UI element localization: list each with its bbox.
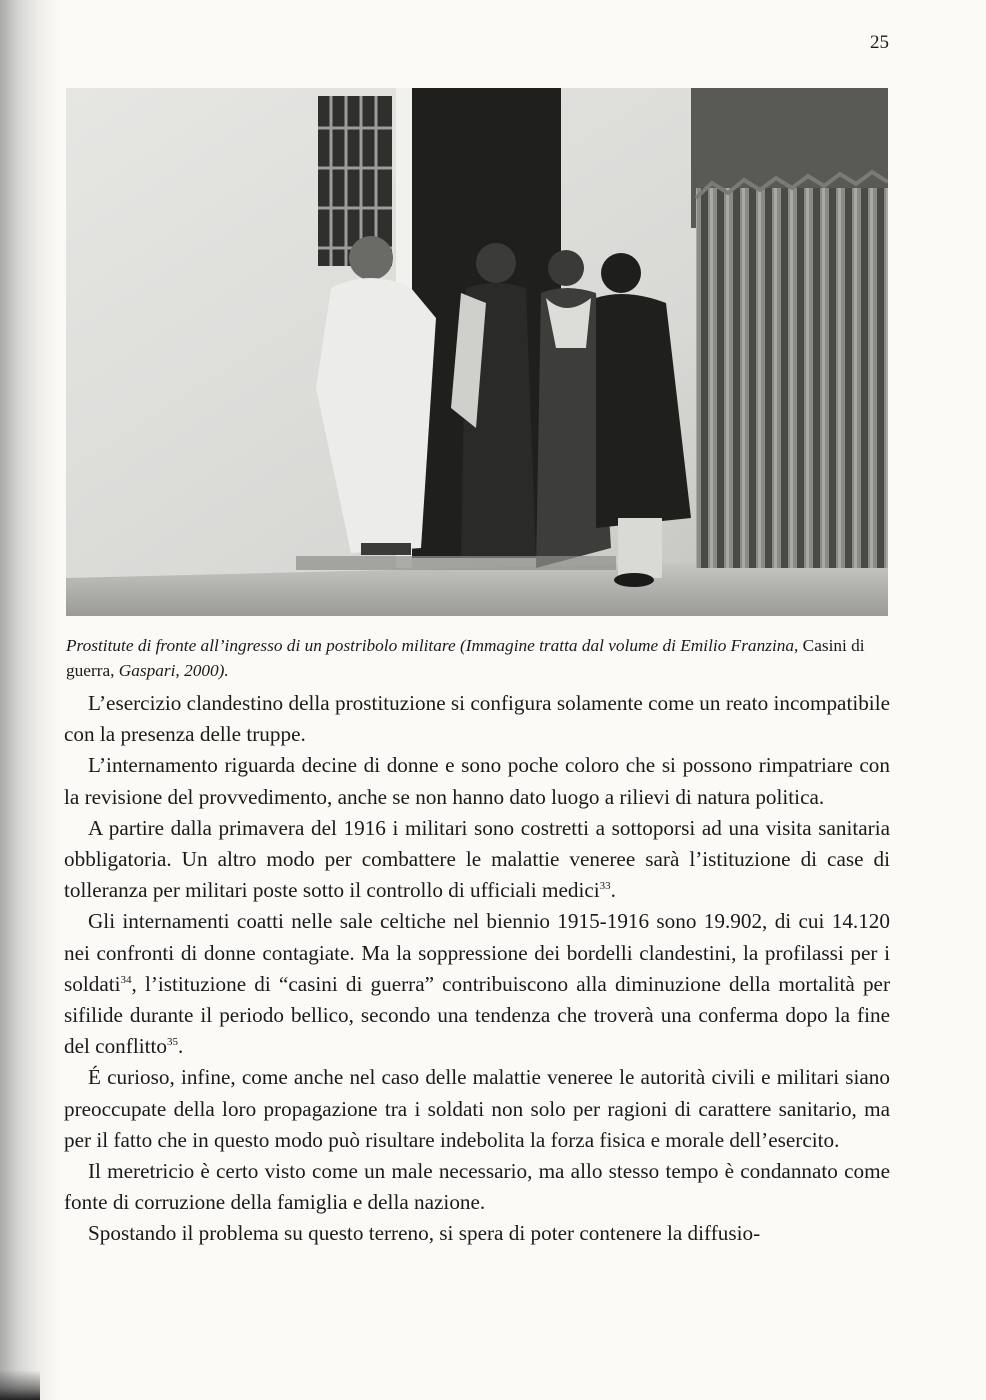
scan-edge-shadow: [0, 0, 60, 1400]
paragraph: [64, 1156, 890, 1218]
footnote-ref-34: 34: [120, 973, 132, 986]
body-text: [64, 688, 890, 1250]
footnote-ref-33: 33: [599, 880, 611, 893]
paragraph-text: A partire dalla primavera del 1916 i militari sono costretti a sottoporsi ad una visita sanitaria obbligatoria. Un altro modo per combattere le malattie veneree sarà l’istituzione di case di tolleranza per militari poste sotto il controllo di ufficiali medici: [64, 815, 890, 903]
scan-corner-shadow: [0, 1370, 40, 1400]
paragraph-text-end: .: [177, 1034, 184, 1059]
figure-caption: [66, 633, 888, 683]
paragraph: [64, 813, 890, 907]
page-number: 25: [870, 32, 889, 53]
paragraph-text: L’esercizio clandestino della prostituzione si configura solamente come un reato incompatibile con la presenza delle truppe.: [64, 691, 890, 747]
paragraph-text: É curioso, infine, come anche nel caso delle malattie veneree le autorità civili e militari siano preoccupate della loro propagazione tra i soldati non solo per ragioni di carattere sanitario, ma per il fatto che in questo modo può risultare indebolita la forza fisica e morale dell’esercito.: [64, 1065, 890, 1152]
caption-italic-1: Prostitute di fronte all’ingresso di un postribolo militare (Immagine tratta dal volume di Emilio Franzina,: [66, 636, 799, 655]
paragraph: [64, 906, 890, 1062]
paragraph-text-end: .: [610, 878, 616, 903]
photo-women-at-brothel-entrance: [66, 88, 888, 616]
paragraph-text: Gli internamenti coatti nelle sale celtiche nel biennio 1915-1916 sono 19.902, di cui 14.120 nei confronti di donne contagiate. Ma la soppressione dei bordelli clandestini, la profilassi per i soldati: [64, 909, 890, 996]
paragraph-text: , l’istituzione di “casini di guerra” contribuiscono alla diminuzione della mortalità per sifilide durante il periodo bellico, secondo una tendenza che troverà una conferma dopo la fine del conflitto: [64, 971, 890, 1059]
caption-book-title: Casini di guerra,: [66, 636, 865, 680]
paragraph-text: L’internamento riguarda decine di donne e sono poche coloro che si possono rimpatriare con la revisione del provvedimento, anche se non hanno dato luogo a rilievi di natura politica.: [64, 753, 890, 809]
paragraph: [64, 750, 890, 812]
paragraph-text: Il meretricio è certo visto come un male necessario, ma allo stesso tempo è condannato come fonte di corruzione della famiglia e della nazione.: [64, 1159, 890, 1215]
footnote-ref-35: 35: [166, 1036, 178, 1049]
paragraph-text: Spostando il problema su questo terreno, si spera di poter contenere la diffusio-: [88, 1221, 761, 1246]
paragraph: [64, 1062, 890, 1156]
paragraph: [64, 688, 890, 750]
caption-italic-2: Gaspari, 2000).: [118, 661, 229, 680]
paragraph: [64, 1218, 890, 1249]
